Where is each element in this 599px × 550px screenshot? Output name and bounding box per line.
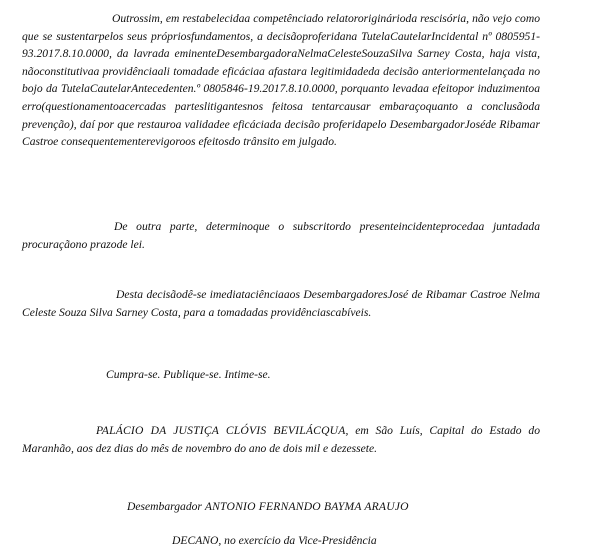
place-date-text: , em São Luís, Capital do Estado do Maranhão, aos dez dias do mês de novembro do ano de dois mil e dezessete. xyxy=(22,424,540,455)
signatory-role-text: DECANO, no exercício da Vice-Presidência xyxy=(172,534,377,547)
closing-line-text: Cumpra-se. Publique-se. Intime-se. xyxy=(106,368,271,381)
signatory-role xyxy=(172,532,377,550)
paragraph-ciencia xyxy=(22,286,540,321)
closing-line xyxy=(106,366,271,384)
paragraph-3-text: Desta decisãodê-se imediataciênciaaos DesembargadoresJosé de Ribamar Castroe Nelma Celeste Souza Silva Sarney Costa, para a tomadadas providênciascabíveis. xyxy=(22,288,540,319)
paragraph-1-text: Outrossim, em restabelecidaa competênciado relatororiginárioda rescisória, não vejo como que se sustentarpelos seus própriosfundamentos, a decisãoproferidana TutelaCautelarIncidental nº 0805951-93.2017.8.10.0000, da lavrada eminenteDesembargadoraNelmaCelesteSouzaSilva Sarney Costa, haja vista, nãoconstitutivaa providênciaali tomadade eficáciaa afastara legitimidadeda decisão anteriormentelançada no bojo da TutelaCautelarAntecedenten.º 0805846-19.2017.8.10.0000, porquanto levadaa efeitopor induzimentoa erro(questionamentoacercadas parteslitigantesnos feitosa tentarcausar embaraçoquanto a conclusãoda prevenção), daí por que restauroa validadee eficáciada decisão proferidapelo DesembargadorJoséde Ribamar Castroe consequentementerevigoroos efeitosdo trânsito em julgado. xyxy=(22,12,540,149)
place-name: PALÁCIO DA JUSTIÇA CLÓVIS BEVILÁCQUA xyxy=(96,424,346,437)
signatory-line xyxy=(127,498,409,516)
signatory-name: ANTONIO FERNANDO BAYMA ARAUJO xyxy=(204,500,409,513)
signatory-title: Desembargador xyxy=(127,500,202,513)
place-date-paragraph xyxy=(22,422,540,457)
paragraph-restabelecimento xyxy=(22,10,540,151)
paragraph-procuracao xyxy=(22,218,540,253)
paragraph-2-text: De outra parte, determinoque o subscritordo presenteincidenteprocedaa juntadada procuraçãono prazode lei. xyxy=(22,220,540,251)
